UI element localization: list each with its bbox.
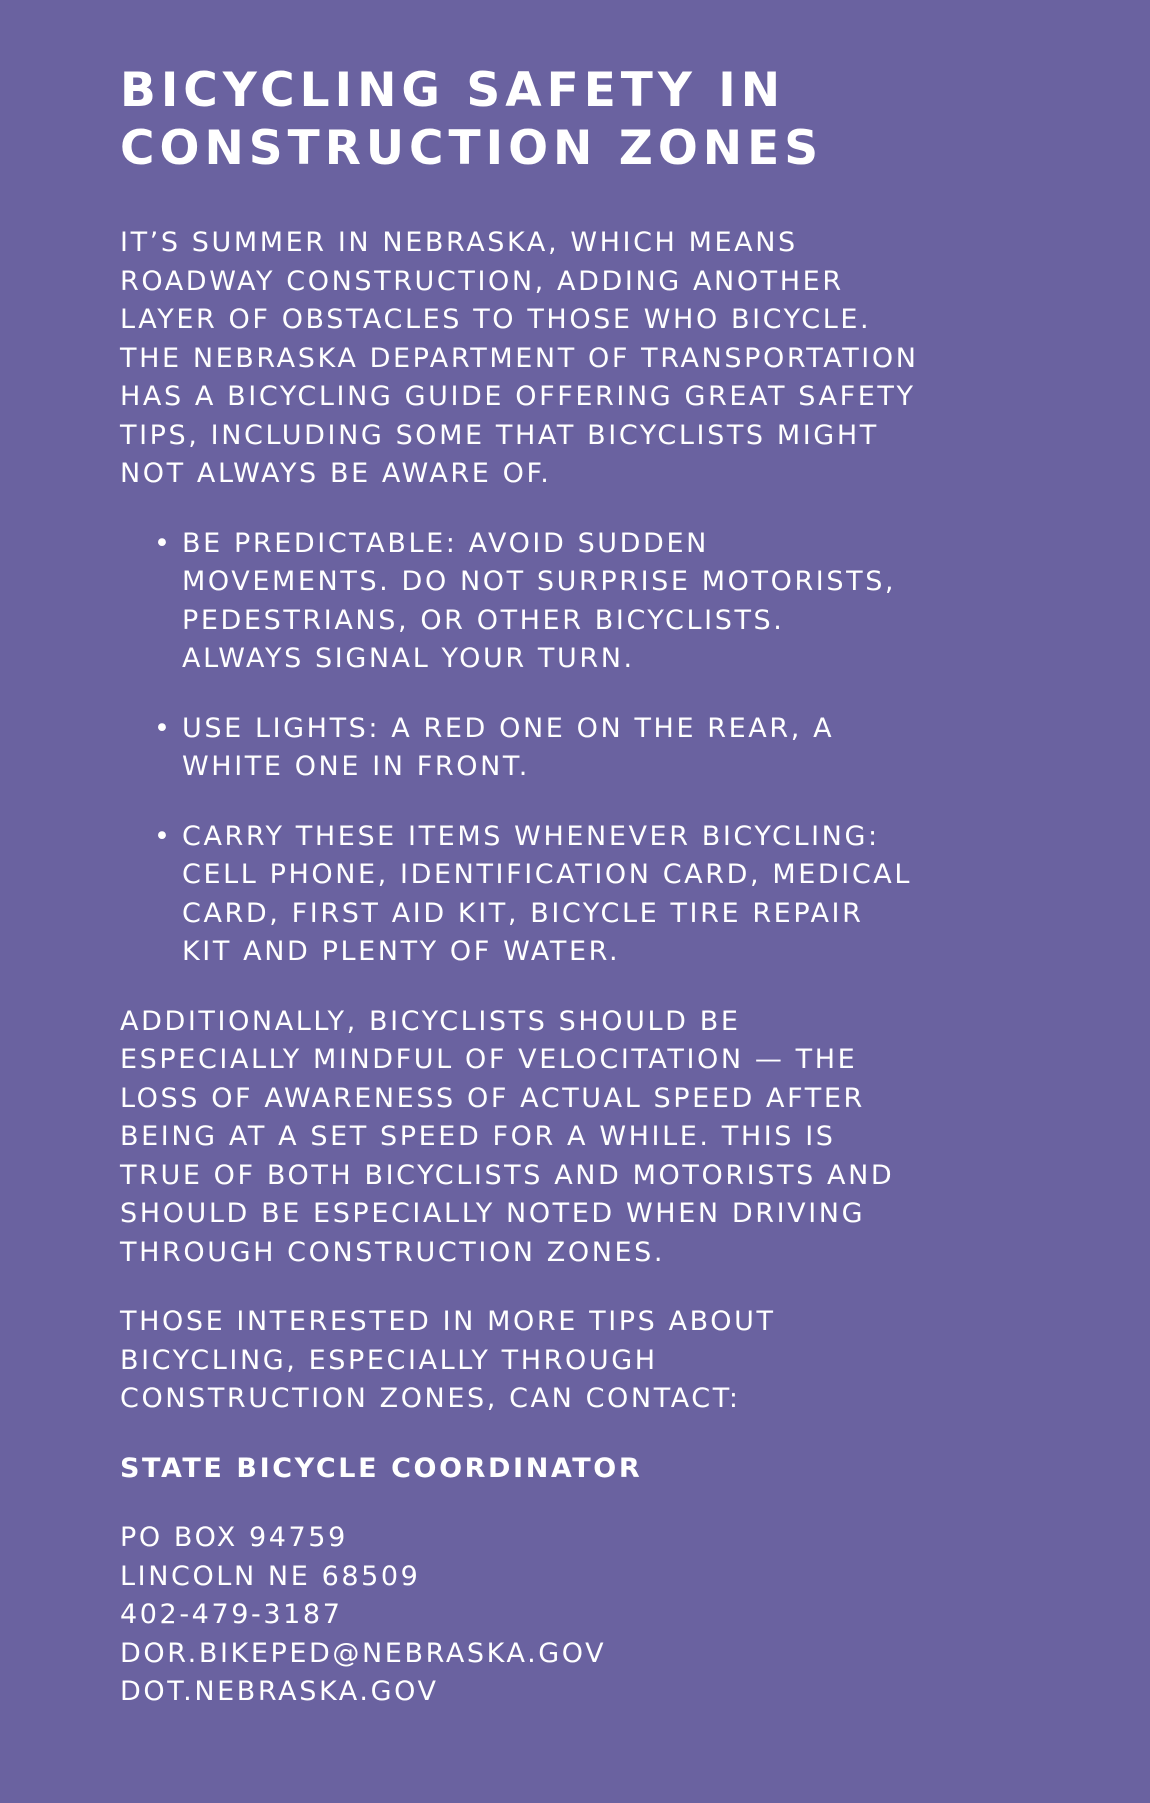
more-tips-paragraph: THOSE INTERESTED IN MORE TIPS ABOUT BICYCLING, ESPECIALLY THROUGH CONSTRUCTION ZONES, CAN CONTACT:	[120, 1306, 776, 1414]
po-box: PO BOX 94759	[120, 1522, 348, 1553]
phone-number: 402-479-3187	[120, 1599, 343, 1630]
list-item	[120, 525, 1110, 679]
contact-block	[120, 1519, 1110, 1712]
intro-paragraph: IT’S SUMMER IN NEBRASKA, WHICH MEANS ROADWAY CONSTRUCTION, ADDING ANOTHER LAYER OF OBSTACLES TO THOSE WHO BICYCLE. THE NEBRASKA DEPARTMENT OF TRANSPORTATION HAS A BICYCLING GUIDE OFFERING GREAT SAFETY TIPS, INCLUDING SOME THAT BICYCLISTS MIGHT NOT ALWAYS BE AWARE OF.	[120, 227, 919, 489]
email-address: DOR.BIKEPED@NEBRASKA.GOV	[120, 1637, 607, 1669]
coordinator-heading: STATE BICYCLE COORDINATOR	[120, 1452, 643, 1484]
list-item	[120, 818, 1110, 972]
website-url: DOT.NEBRASKA.GOV	[120, 1676, 439, 1707]
tip-text: BE PREDICTABLE: AVOID SUDDEN MOVEMENTS. DO NOT SURPRISE MOTORISTS, PEDESTRIANS, OR OTHER BICYCLISTS. ALWAYS SIGNAL YOUR TURN.	[182, 527, 897, 674]
page-title: BICYCLING SAFETY IN CONSTRUCTION ZONES	[120, 63, 824, 176]
bullet-icon: •	[154, 820, 170, 852]
bullet-icon: •	[154, 712, 170, 744]
safety-tips-list	[120, 525, 1110, 972]
city-zip: LINCOLN NE 68509	[120, 1560, 421, 1592]
velocitation-paragraph: ADDITIONALLY, BICYCLISTS SHOULD BE ESPECIALLY MINDFUL OF VELOCITATION — THE LOSS OF AWARENESS OF ACTUAL SPEED AFTER BEING AT A SET SPEED FOR A WHILE. THIS IS TRUE OF BOTH BICYCLISTS AND MOTORISTS AND SHOULD BE ESPECIALLY NOTED WHEN DRIVING THROUGH CONSTRUCTION ZONES.	[120, 1005, 895, 1268]
tip-text: CARRY THESE ITEMS WHENEVER BICYCLING: CELL PHONE, IDENTIFICATION CARD, MEDICAL CARD, FIRST AID KIT, BICYCLE TIRE REPAIR KIT AND PLENTY OF WATER.	[182, 820, 913, 967]
list-item	[120, 710, 1110, 787]
flyer-page	[120, 62, 1110, 1712]
bullet-icon: •	[154, 527, 170, 559]
tip-text: USE LIGHTS: A RED ONE ON THE REAR, A WHITE ONE IN FRONT.	[182, 712, 835, 782]
